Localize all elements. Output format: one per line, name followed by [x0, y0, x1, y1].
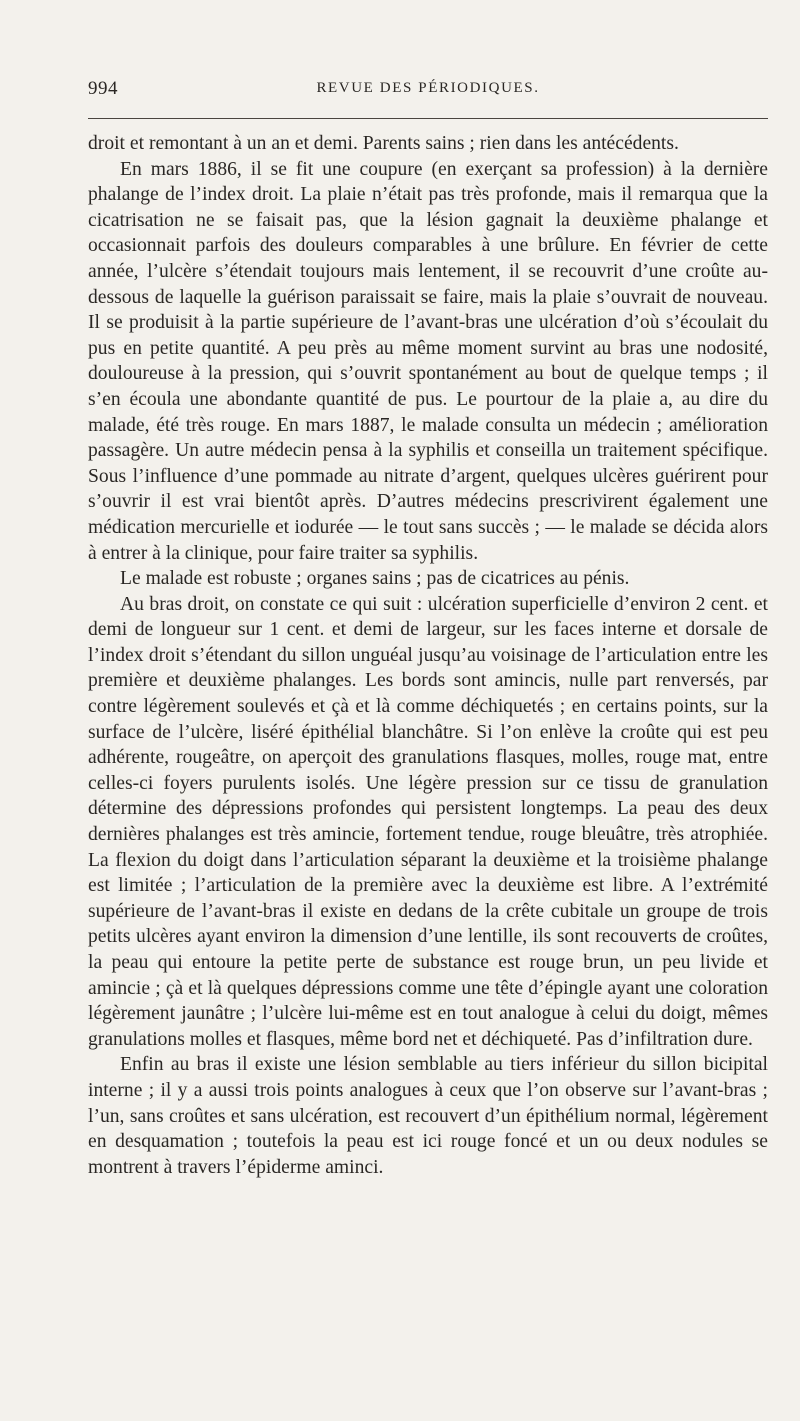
page-number: 994 [88, 78, 118, 99]
paragraph: En mars 1886, il se fit une coupure (en exerçant sa profession) à la dernière phalange de l’index droit. La plaie n’était pas très profonde, mais il remarqua que la cicatrisation ne se faisait pas, que la lésion gagnait la deuxième phalange et occasionnait parfois des douleurs comparables à une brûlure. En février de cette année, l’ulcère s’étendait toujours mais lentement, il se recouvrit d’une croûte au-dessous de laquelle la guérison paraissait se faire, mais la plaie s’ouvrait de nouveau. Il se produisit à la partie supérieure de l’avant-bras une ulcération d’où s’écoulait du pus en petite quantité. A peu près au même moment survint au bras une nodosité, douloureuse à la pression, qui s’ouvrit spontanément au bout de quelque temps ; il s’en écoula une abondante quantité de pus. Le pourtour de la plaie a, au dire du malade, été très rouge. En mars 1887, le malade consulta un médecin ; amélioration passagère. Un autre médecin pensa à la syphilis et conseilla un traitement spécifique. Sous l’influence d’une pommade au nitrate d’argent, quelques ulcères guérirent pour s’ouvrir il est vrai bientôt après. D’autres médecins prescrivirent également une médication mercurielle et iodurée — le tout sans succès ; — le malade se décida alors à entrer à la clinique, pour faire traiter sa syphilis. [88, 158, 768, 564]
header-rule [88, 118, 768, 119]
body-text [88, 131, 768, 1180]
paragraph: Enfin au bras il existe une lésion semblable au tiers inférieur du sillon bicipital interne ; il y a aussi trois points analogues à ceux que l’on observe sur l’avant-bras ; l’un, sans croûtes et sans ulcération, est recouvert d’un épithélium normal, légèrement en desquamation ; toutefois la peau est ici rouge foncé et un ou deux nodules se montrent à travers l’épiderme aminci. [88, 1054, 768, 1178]
paragraph-continued: droit et remontant à un an et demi. Parents sains ; rien dans les antécédents. [88, 133, 679, 154]
running-head [88, 78, 768, 104]
paragraph: Au bras droit, on constate ce qui suit : ulcération superficielle d’environ 2 cent. et demi de longueur sur 1 cent. et demi de largeur, sur les faces interne et dorsale de l’index droit s’étendant du sillon unguéal jusqu’au voisinage de l’articulation entre les première et deuxième phalanges. Les bords sont amincis, nulle part renversés, par contre légèrement soulevés et çà et là comme déchiquetés ; en certains points, sur la surface de l’ulcère, liséré épithélial blanchâtre. Si l’on enlève la croûte qui est peu adhérente, rougeâtre, on aperçoit des granulations flasques, molles, rouge mat, entre celles-ci foyers purulents isolés. Une légère pression sur ce tissu de granulation détermine des dépressions profondes qui persistent longtemps. La peau des deux dernières phalanges est très amincie, fortement tendue, rouge bleuâtre, très atrophiée. La flexion du doigt dans l’articulation séparant la deuxième et la troisième phalange est limitée ; l’articulation de la première avec la deuxième est libre. A l’extrémité supérieure de l’avant-bras il existe en dedans de la crête cubitale un groupe de trois petits ulcères ayant environ la dimension d’une lentille, ils sont recouverts de croûtes, la peau qui entoure la petite perte de substance est rouge brun, un peu livide et amincie ; çà et là quelques dépressions comme une tête d’épingle ayant une coloration légèrement jaunâtre ; l’ulcère lui-même est en tout analogue à celui du doigt, mêmes granulations molles et flasques, même bord net et déchiqueté. Pas d’infiltration dure. [88, 593, 768, 1050]
paragraph: Le malade est robuste ; organes sains ; pas de cicatrices au pénis. [120, 568, 630, 590]
running-title: REVUE DES PÉRIODIQUES. [316, 80, 540, 96]
